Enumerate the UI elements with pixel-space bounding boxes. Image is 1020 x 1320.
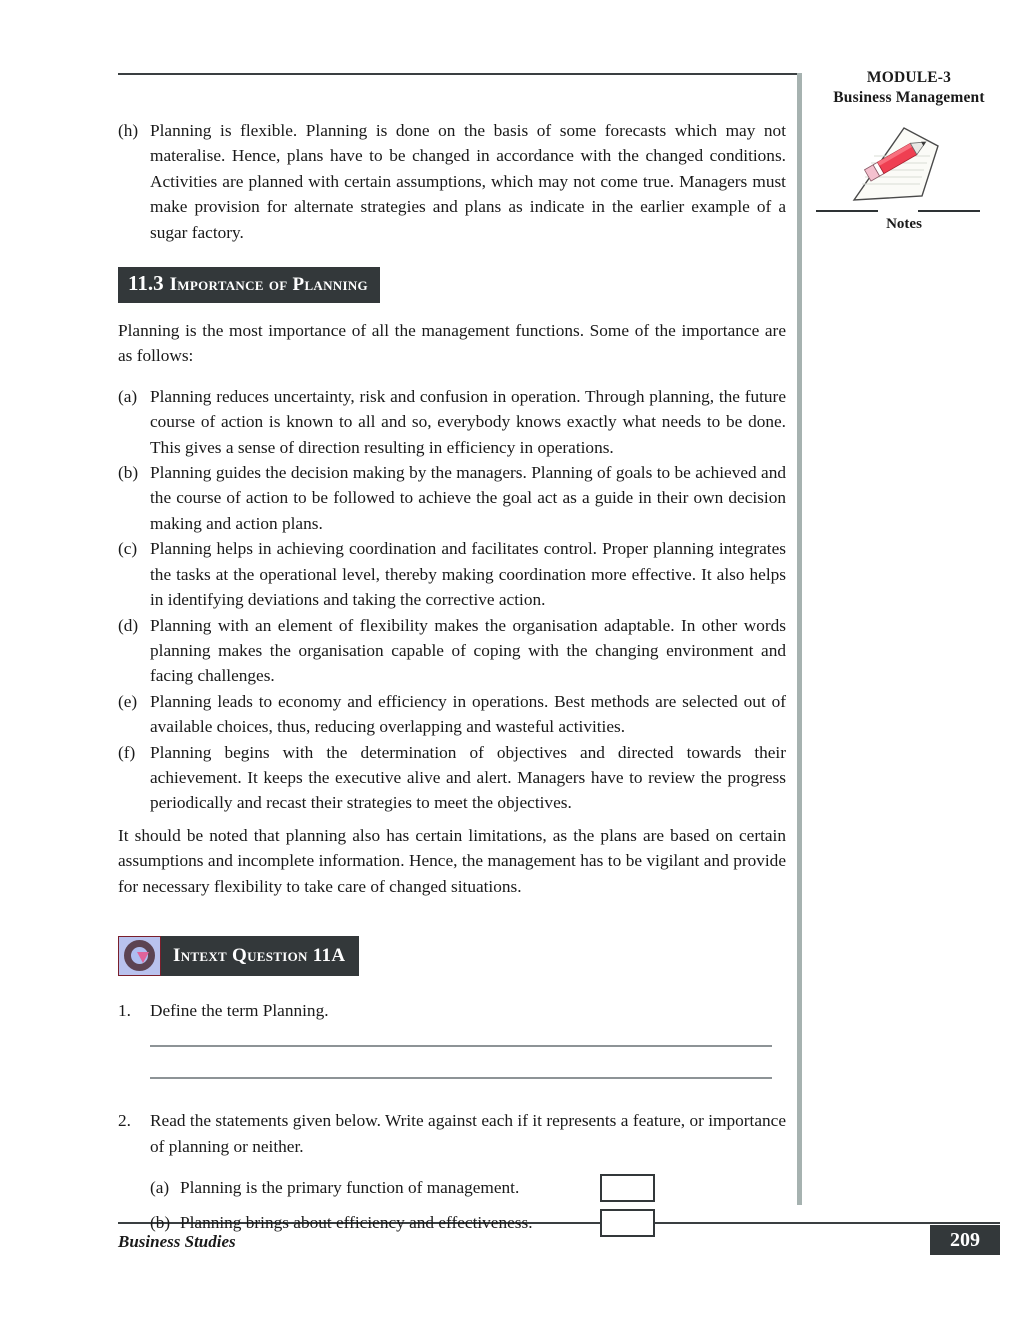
question-item — [118, 1108, 786, 1159]
statement-text: Planning is the primary function of management. — [180, 1178, 520, 1198]
question-item — [118, 998, 786, 1023]
list-text: Planning with an element of flexibility makes the organisation adaptable. In other words planning makes the organisation capable of coping with the changing environment and facing challenges. — [150, 615, 786, 686]
list-text: Planning guides the decision making by the managers. Planning of goals to be achieved and the course of action to be followed to achieve the goal act as a guide in their own decision making and action plans. — [150, 463, 786, 533]
pencil-on-notepad-icon — [838, 116, 946, 212]
answer-box[interactable] — [600, 1209, 655, 1237]
question-marker: 2. — [118, 1111, 131, 1131]
list-text: Planning leads to economy and efficiency in operations. Best methods are selected out of available choices, thus, reducing overlapping and wasteful activities. — [150, 691, 786, 737]
list-text: Planning begins with the determination of objectives and directed towards their achievement. It keeps the executive alive and alert. Managers have to review the progress periodically and recast their strategies to meet the objectives. — [150, 742, 786, 813]
module-subject: Business Management — [833, 89, 985, 106]
question-text: Read the statements given below. Write against each if it represents a feature, or importance of planning or neither. — [150, 1111, 786, 1156]
target-arrow-icon — [118, 936, 161, 976]
list-marker: (h) — [118, 121, 139, 140]
statement-text: Planning brings about efficiency and effectiveness. — [180, 1213, 533, 1233]
section-number: 11.3 — [128, 271, 164, 296]
section-intro: Planning is the most importance of all the management functions. Some of the importance are as follows: — [118, 321, 786, 366]
question-marker: 1. — [118, 1000, 131, 1020]
list-item — [118, 536, 786, 612]
page-number: 209 — [930, 1225, 1000, 1255]
notes-divider — [812, 210, 1008, 213]
list-item — [118, 740, 786, 816]
section-heading — [118, 267, 786, 303]
list-marker: (d) — [118, 615, 139, 635]
list-marker: (a) — [118, 386, 138, 406]
footer-title: Business Studies — [118, 1232, 236, 1251]
statement-marker: (a) — [150, 1178, 170, 1198]
list-item — [118, 689, 786, 740]
statement-row — [150, 1209, 786, 1237]
list-text: Planning reduces uncertainty, risk and confusion in operation. Through planning, the future course of action is known to all and so, everybody knows exactly what needs to be done. This gives a sense of direction resulting in efficiency in operations. — [150, 386, 786, 457]
header-rule — [118, 73, 800, 75]
closing-paragraph: It should be noted that planning also has certain limitations, as the plans are based on certain assumptions and incomplete information. Hence, the management has to be vigilant and provide for necessary flexibility to take care of changed situations. — [118, 825, 786, 896]
statement-marker: (b) — [150, 1213, 171, 1233]
list-marker: (b) — [118, 463, 139, 483]
question-text: Define the term Planning. — [150, 1000, 329, 1020]
list-item — [118, 460, 786, 536]
module-label: MODULE-3 — [866, 69, 952, 86]
list-marker: (c) — [118, 539, 138, 559]
answer-box[interactable] — [600, 1174, 655, 1202]
list-text: Planning is flexible. Planning is done on the basis of some forecasts which may not materalise. Hence, plans have to be changed in accordance with the changed conditions. Activities are planned with certain assumptions, which may not come true. Managers must make provision for alternate strategies and plans as indicate in the earlier example of a sugar factory. — [150, 121, 786, 242]
statement-row — [150, 1174, 786, 1202]
main-content — [118, 118, 786, 1237]
intext-title: Intext Question 11A — [173, 944, 346, 966]
intext-question-banner — [118, 936, 786, 976]
list-text: Planning helps in achieving coordination and facilitates control. Proper planning integrates the tasks at the operational level, thereby making coordination more effective. It also helps in identifying deviations and taking the corrective action. — [150, 539, 786, 610]
section-title: Importance of Planning — [169, 274, 368, 296]
list-marker: (e) — [118, 691, 138, 711]
list-item — [118, 384, 786, 460]
list-marker: (f) — [118, 742, 136, 762]
margin-vertical-rule — [797, 73, 802, 1205]
list-item — [118, 118, 786, 245]
list-item — [118, 613, 786, 689]
notes-label: Notes — [886, 216, 922, 232]
module-header — [806, 68, 1012, 108]
